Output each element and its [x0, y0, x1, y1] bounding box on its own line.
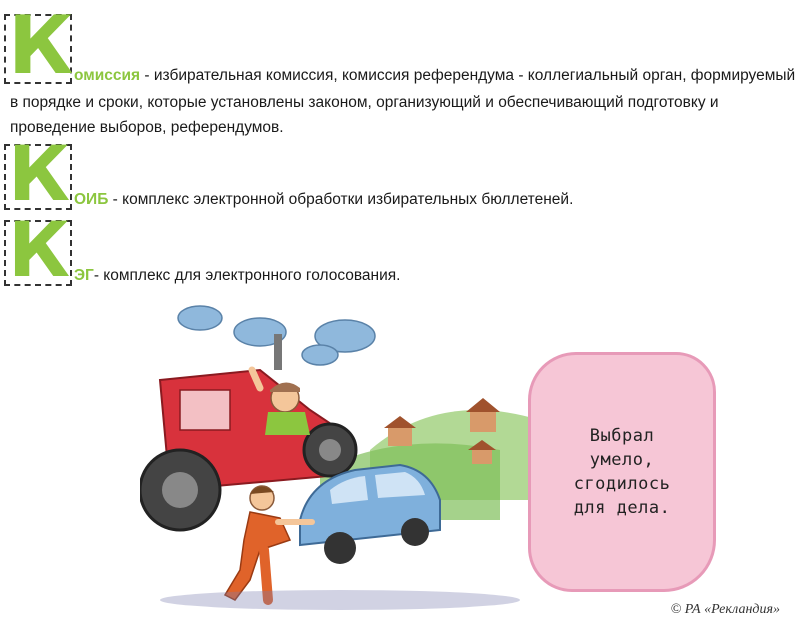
tractor-car-illustration: [140, 300, 540, 620]
term-keg: ЭГ: [74, 267, 94, 284]
entry-2-line-1: [74, 190, 573, 210]
copyright: © РА «Рекландия»: [670, 602, 780, 617]
house-icon: [384, 416, 416, 446]
term-komissiya: омиссия: [74, 67, 141, 84]
entry-1-line-1: [74, 66, 795, 86]
letter-k-1: К: [8, 0, 74, 92]
bubble-line: Выбрал: [589, 426, 655, 446]
house-icon: [466, 398, 500, 432]
bubble-line: сгодилось: [573, 474, 671, 494]
letter-k-3: К: [8, 205, 71, 294]
entry-1-text-1: - избирательная комиссия, комиссия референдума - коллегиальный орган, формируемый: [140, 67, 796, 84]
entry-3-line-1: [74, 266, 400, 286]
entry-1-line-2: в порядке и сроки, которые установлены законом, организующий и обеспечивающий подготовку и: [10, 94, 719, 111]
letter-k-2: К: [8, 129, 71, 218]
bubble-line: умело,: [589, 450, 655, 470]
speech-bubble: [528, 352, 716, 592]
bubble-line: для дела.: [573, 498, 671, 518]
entry-1-line-3: проведение выборов, референдумов.: [10, 119, 284, 136]
entry-2-text-1: - комплекс электронной обработки избирательных бюллетеней.: [108, 191, 574, 208]
bubble-text: [574, 424, 671, 520]
entry-3-text-1: - комплекс для электронного голосования.: [93, 267, 401, 284]
boy-icon: [225, 486, 312, 600]
term-koib: ОИБ: [74, 191, 109, 208]
